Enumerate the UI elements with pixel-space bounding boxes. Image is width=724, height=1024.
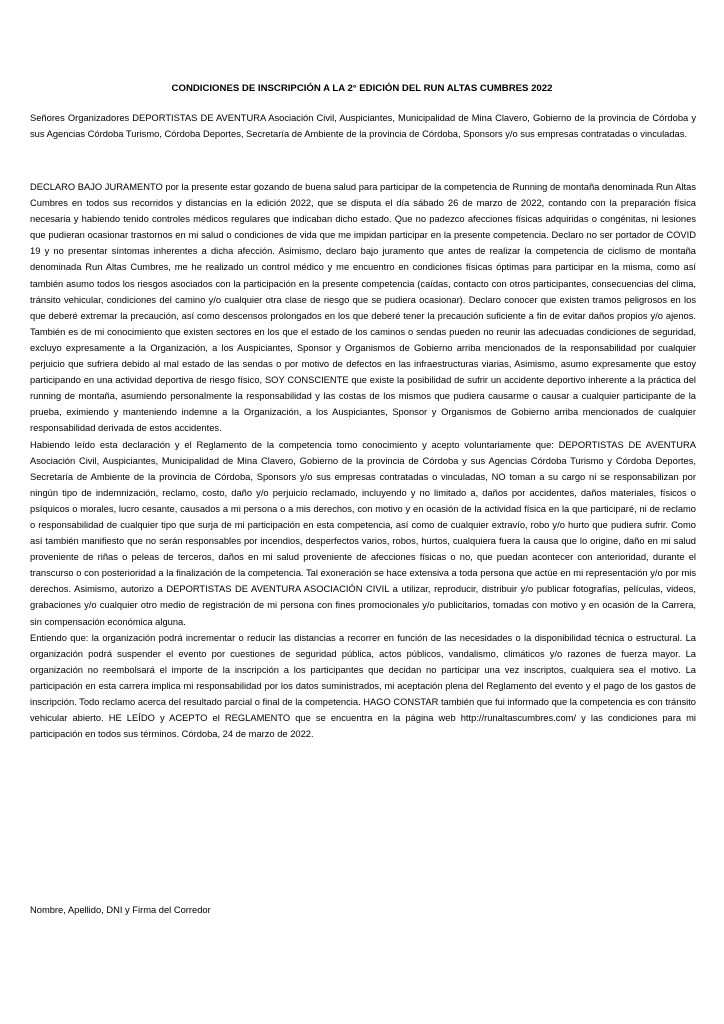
- document-title: CONDICIONES DE INSCRIPCIÓN A LA 2° EDICIÓN DEL RUN ALTAS CUMBRES 2022: [171, 83, 553, 94]
- body-text: [30, 179, 696, 742]
- addressee-paragraph: Señores Organizadores DEPORTISTAS DE AVENTURA Asociación Civil, Auspiciantes, Municipalidad de Mina Clavero, Gobierno de la provincia de Córdoba y sus Agencias Córdoba Turismo, Córdoba Deportes, Secretaría de Ambiente de la provincia de Córdoba, Sponsors y/o sus empresas contratadas o vinculadas.: [30, 113, 696, 140]
- acceptance-paragraph: Habiendo leído esta declaración y el Reglamento de la competencia tomo conocimiento y acepto voluntariamente que: DEPORTISTAS DE AVENTURA Asociación Civil, Auspiciantes, Municipalidad de Mina Clavero, Gobierno de la provincia de Córdoba y sus Agencias Córdoba Turismo y Córdoba Deportes, Secretaría de Ambiente de la provincia de Córdoba, Sponsors y/o sus empresas contratadas o vinculadas, NO toman a su cargo ni se responsabilizan por ningún tipo de indemnización, reclamo, costo, daño y/o perjuicio reclamado, incluyendo y no limitado a, daños por accidentes, daños materiales, físicos o psíquicos o morales, lucro cesante, causados a mi persona o a mis derechos, con motivo y en ocasión de la actividad física en la que participaré, ni de reclamo o responsabilidad de cualquier tipo que surja de mi participación en esta competencia, así como de cualquier extravío, robo y/o hurto que pudiera sufrir. Como así también manifiesto que no serán responsables por incendios, desperfectos varios, robos, hurtos, cualquiera fuera la causa que lo origine, daño en mi salud proveniente de riñas o peleas de terceros, daños en mi salud proveniente de afecciones físicas o no, que puedan acontecer con anterioridad, durante el transcurso o con posterioridad a la finalización de la competencia. Tal exoneración se hace extensiva a toda persona que actúe en mi representación y/o por mis derechos. Asimismo, autorizo a DEPORTISTAS DE AVENTURA ASOCIACIÓN CIVIL a utilizar, reproducir, distribuir y/o publicar fotografías, películas, videos, grabaciones y/o cualquier otro medio de registración de mi persona con fines promocionales y/o publicitarios, tomadas con motivo y en ocasión de la Carrera, sin compensación económica alguna.: [30, 439, 696, 627]
- terms-paragraph: Entiendo que: la organización podrá incrementar o reducir las distancias a recorrer en función de las necesidades o la disponibilidad técnica o estructural. La organización podrá suspender el evento por cuestiones de seguridad pública, actos públicos, vandalismo, climáticos y/o razones de fuerza mayor. La organización no reembolsará el importe de la inscripción a los participantes que decidan no participar una vez inscriptos, cualquiera sea el motivo. La participación en esta carrera implica mi responsabilidad por los datos suministrados, mi aceptación plena del Reglamento del evento y el pago de los gastos de inscripción. Todo reclamo acerca del resultado parcial o final de la competencia. HAGO CONSTAR también que fui informado que la competencia es con tránsito vehicular abierto. HE LEÍDO y ACEPTO el REGLAMENTO que se encuentra en la página web http://runaltascumbres.com/ y las condiciones para mi participación en todos sus términos. Córdoba, 24 de marzo de 2022.: [30, 632, 696, 740]
- declaration-paragraph: DECLARO BAJO JURAMENTO por la presente estar gozando de buena salud para participar de la competencia de Running de montaña denominada Run Altas Cumbres en todos sus recorridos y distancias en la edición 2022, que se disputa el día sábado 26 de marzo de 2022, contando con la preparación física necesaria y habiendo tenido controles médicos regulares que indicaban dicho estado. Que no padezco afecciones físicas adquiridas o congénitas, ni lesiones que pudieran ocasionar trastornos en mi salud o condiciones de vida que me impidan participar en la presente competencia. Declaro no ser portador de COVID 19 y no presentar síntomas inherentes a dicha afección. Asimismo, declaro bajo juramento que antes de realizar la competencia de ciclismo de montaña denominada Run Altas Cumbres, me he realizado un control médico y me encuentro en condiciones físicas óptimas para participar en la misma, como así también asumo todos los riesgos asociados con la participación en la presente competencia (caídas, contacto con otros participantes, consecuencias del clima, tránsito vehicular, condiciones del camino y/o cualquier otra clase de riesgo que se pudiera ocasionar). Declaro conocer que existen tramos peligrosos en los que deberé extremar la precaución, así como descensos prolongados en los que deberé tener la precaución suficiente a fin de evitar daños propios y/o ajenos. También es de mi conocimiento que existen sectores en los que el estado de los caminos o sendas pueden no reunir las adecuadas condiciones de seguridad, excluyo expresamente a la Organización, a los Auspiciantes, Sponsor y Organismos de Gobierno arriba mencionados de la responsabilidad por cualquier perjuicio que sufriera debido al mal estado de las sendas o por motivo de defectos en las infraestructuras viarias, Asimismo, asumo expresamente que estoy participando en una actividad deportiva de riesgo físico, SOY CONSCIENTE que existe la posibilidad de sufrir un accidente deportivo inherente a la práctica del running de montaña, asumiendo personalmente la responsabilidad y las costas de los mismos que pudiera causarme o causar a cualquier participante de la prueba, eximiendo y manteniendo indemne a la Organización, a los Auspiciantes, Sponsor y Organismos de Gobierno arriba mencionados de cualquier responsabilidad derivada de estos accidentes.: [30, 182, 696, 434]
- signature-label: Nombre, Apellido, DNI y Firma del Corredor: [30, 905, 211, 915]
